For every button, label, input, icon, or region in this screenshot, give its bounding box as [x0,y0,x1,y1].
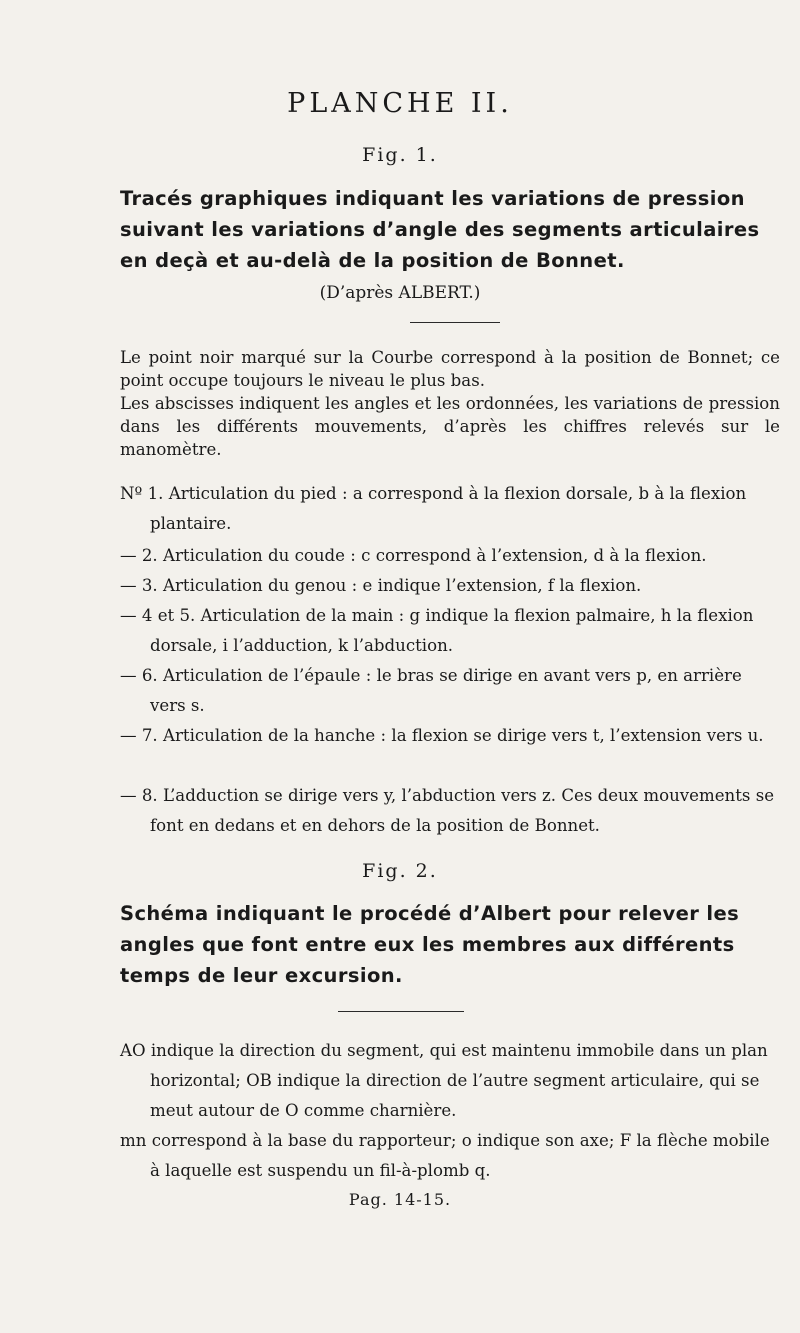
fig1-paragraph: Le point noir marqué sur la Courbe correspond à la position de Bonnet; ce point occupe toujours le niveau le plus bas. [120,348,780,390]
item-num: — 6. [120,666,158,685]
fig1-heading: Tracés graphiques indiquant les variations de pression suivant les variations d’angle des segments articulaires en deçà et au-delà de la position de Bonnet. [120,187,760,272]
item-num: — 7. [120,726,158,745]
item-text: Articulation du genou : e indique l’extension, f la flexion. [162,576,642,595]
list-item [120,721,780,751]
item-text: Articulation de l’épaule : le bras se dirige en avant vers p, en arrière vers s. [150,666,742,715]
item-num: Nº 1. [120,484,164,503]
list-item [120,601,780,661]
item-text: Articulation de la main : g indique la flexion palmaire, h la flexion dorsale, i l’adduction, k l’abduction. [150,606,754,655]
list-item [120,571,780,601]
list-item [120,541,780,571]
item-text: Articulation du pied : a correspond à la flexion dorsale, b à la flexion plantaire. [150,484,747,533]
item-num: — 4 et 5. [120,606,196,625]
fig2-heading: Schéma indiquant le procédé d’Albert pour relever les angles que font entre eux les membres aux différents temps de leur excursion. [120,902,740,987]
item-text: Articulation de la hanche : la flexion se dirige vers t, l’extension vers u. [162,726,764,745]
fig1-source: (D’après ALBERT.) [319,283,481,303]
list-item [120,781,780,841]
fig2-paragraph [120,1036,780,1126]
item-text: L’adduction se dirige vers y, l’abduction vers z. Ces deux mouvements se font en dedans et en dehors de la position de Bonnet. [150,786,775,835]
fig2-paragraph-text: mn correspond à la base du rapporteur; o indique son axe; F la flèche mobile à laquelle est suspendu un fil-à-plomb q. [120,1131,770,1180]
fig2-paragraph-text: AO indique la direction du segment, qui est maintenu immobile dans un plan horizontal; OB indique la direction de l’autre segment articulaire, qui se meut autour de O comme charnière. [120,1041,768,1120]
fig1-paragraph: Les abscisses indiquent les angles et les ordonnées, les variations de pression dans les différents mouvements, d’après les chiffres relevés sur le manomètre. [120,394,780,459]
list-item [120,479,780,539]
list-item [120,661,780,721]
fig2-label: Fig. 2. [362,860,438,882]
fig2-paragraph [120,1126,780,1186]
fig1-label: Fig. 1. [362,144,438,166]
item-num: — 2. [120,546,158,565]
item-num: — 8. [120,786,158,805]
page-reference: Pag. 14-15. [348,1190,452,1209]
divider-rule [410,322,500,323]
item-text: Articulation du coude : c correspond à l’extension, d à la flexion. [162,546,707,565]
divider-rule [338,1011,464,1012]
plate-title: PLANCHE II. [287,88,513,119]
item-num: — 3. [120,576,158,595]
